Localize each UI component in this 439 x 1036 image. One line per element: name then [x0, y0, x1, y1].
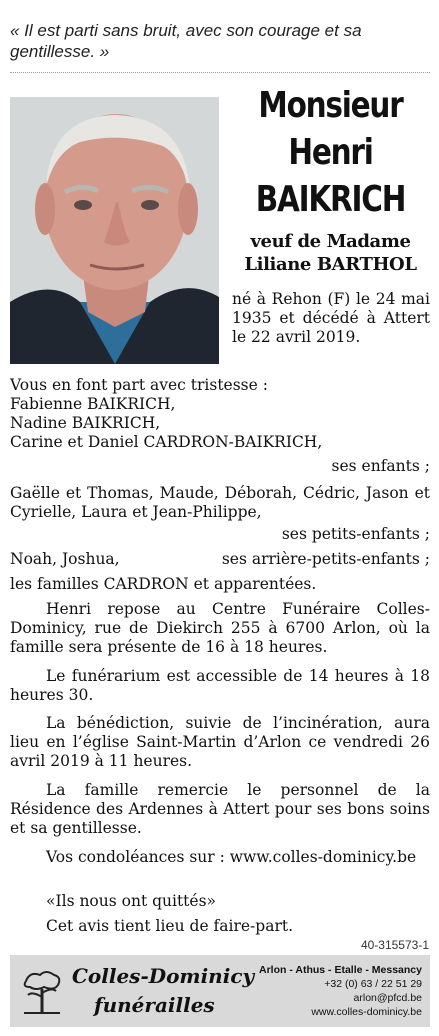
paragraph-thanks: La famille remercie le personnel de la Résidence des Ardennes à Attert pour ses bons soins et sa gentillesse.: [10, 781, 430, 837]
child-name: Nadine BAIKRICH,: [10, 414, 161, 432]
children-label: ses enfants ;: [331, 457, 430, 475]
great-grandchildren-label: ses arrière-petits-enfants ;: [221, 550, 430, 568]
child-name: Fabienne BAIKRICH,: [10, 395, 176, 413]
grandchildren-label: ses petits-enfants ;: [281, 525, 430, 543]
portrait-photo: [10, 97, 219, 364]
funeral-home-footer: [10, 955, 430, 1027]
paragraph-notice: Cet avis tient lieu de faire-part.: [46, 917, 294, 935]
paragraph-condolences: Vos condoléances sur : www.colles-dominicy.be: [46, 848, 417, 866]
families: les familles CARDRON et apparentées.: [10, 575, 317, 593]
divider: [10, 72, 430, 73]
widow-line-1: veuf de Madame: [250, 231, 411, 252]
paragraph-funerarium: Le funérarium est accessible de 14 heures à 18 heures 30.: [10, 667, 430, 704]
opening-quote: « Il est parti sans bruit, avec son courage et sa gentillesse. »: [10, 21, 362, 61]
birth-death-info: né à Rehon (F) le 24 mai 1935 et décédé à Attert le 22 avril 2019.: [232, 290, 430, 346]
paragraph-repose: Henri repose au Centre Funéraire Colles-Dominicy, rue de Diekirch 255 à 6700 Arlon, où la famille sera présente de 16 à 18 heures.: [10, 600, 430, 656]
towns: Arlon - Athus - Etalle - Messancy: [259, 964, 422, 976]
website: www.colles-dominicy.be: [311, 1006, 422, 1018]
reference-number: 40-315573-1: [360, 938, 429, 952]
deceased-title: Monsieur: [258, 85, 403, 126]
announce-intro: Vous en font part avec tristesse :: [10, 376, 268, 394]
phone: +32 (0) 63 / 22 51 29: [324, 978, 422, 990]
email: arlon@pfcd.be: [353, 992, 422, 1004]
widow-line-2: Liliane BARTHOL: [244, 254, 417, 275]
deceased-first-name: Henri: [288, 132, 373, 173]
great-grandchildren-names: Noah, Joshua,: [10, 550, 120, 568]
grandchildren-names: Gaëlle et Thomas, Maude, Déborah, Cédric, Jason et Cyrielle, Laura et Jean-Philippe,: [10, 484, 430, 521]
tree-icon: [20, 967, 64, 1015]
brand-tagline: funérailles: [94, 993, 215, 1017]
paragraph-benediction: La bénédiction, suivie de l’incinération, aura lieu en l’église Saint-Martin d’Arlon ce vendredi 26 avril 2019 à 11 heures.: [10, 714, 430, 770]
brand-name: Colles-Dominicy: [72, 964, 255, 988]
contact-block: [259, 963, 422, 1019]
deceased-surname: BAIKRICH: [255, 179, 406, 220]
paragraph-quitted: «Ils nous ont quittés»: [46, 892, 217, 910]
child-name: Carine et Daniel CARDRON-BAIKRICH,: [10, 433, 323, 451]
